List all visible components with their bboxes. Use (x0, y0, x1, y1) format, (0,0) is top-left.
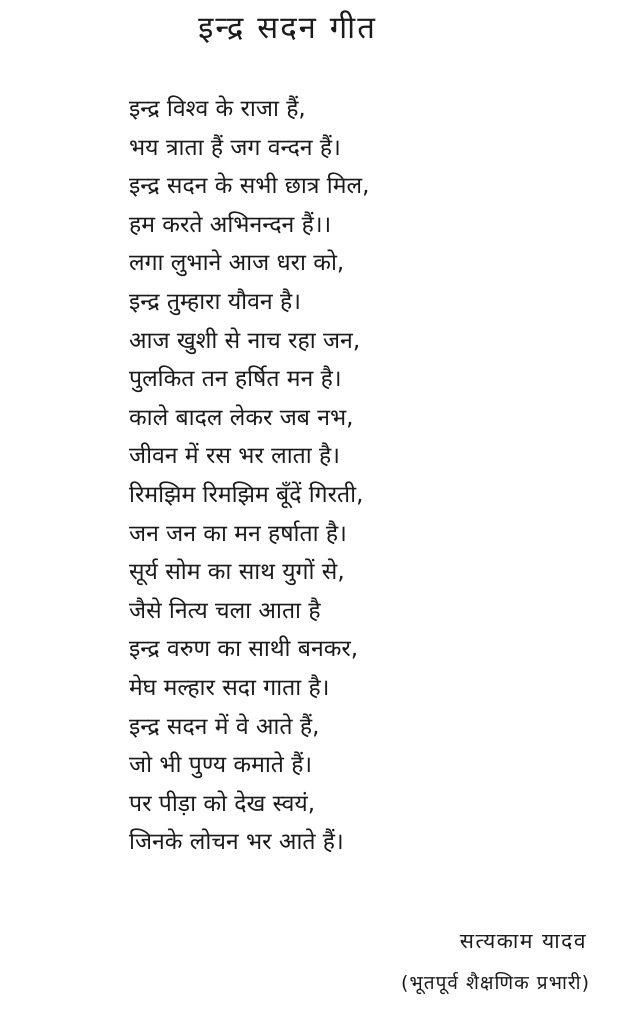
poem-line: इन्द्र सदन में वे आते हैं, (129, 713, 320, 740)
poem-line: लगा लुभाने आज धरा को, (129, 250, 345, 277)
poem-line: इन्द्र विश्व के राजा हैं, (129, 96, 306, 122)
poem-body (129, 90, 369, 862)
poem-line: जो भी पुण्य कमाते हैं। (129, 752, 313, 779)
poem-line: जिनके लोचन भर आते हैं। (129, 829, 344, 856)
poem-line: काले बादल लेकर जब नभ, (129, 404, 354, 431)
poem-line: पुलकित तन हर्षित मन है। (129, 366, 342, 393)
poem-line: आज खुशी से नाच रहा जन, (129, 327, 361, 354)
poem-line: जन जन का मन हर्षाता है। (129, 520, 347, 547)
poem-line: रिमझिम रिमझिम बूँदें गिरती, (129, 481, 364, 508)
poem-line: जैसे नित्य चला आता है (129, 597, 321, 624)
author-name: सत्यकाम यादव (459, 929, 587, 953)
poem-line: भय त्राता हैं जग वन्दन हैं। (129, 134, 341, 161)
poem-title: इन्द्र सदन गीत (198, 10, 377, 46)
poem-line: हम करते अभिनन्दन हैं।। (129, 211, 332, 238)
poem-line: सूर्य सोम का साथ युगों से, (129, 559, 345, 586)
poem-line: पर पीड़ा को देख स्वयं, (129, 790, 316, 817)
poem-line: जीवन में रस भर लाता है। (129, 443, 340, 470)
poem-line: मेघ मल्हार सदा गाता है। (129, 674, 330, 701)
author-designation: (भूतपूर्व शैक्षणिक प्रभारी) (400, 972, 590, 994)
poem-line: इन्द्र वरुण का साथी बनकर, (129, 636, 359, 663)
poem-line: इन्द्र तुम्हारा यौवन है। (129, 288, 301, 315)
poem-line: इन्द्र सदन के सभी छात्र मिल, (129, 173, 370, 200)
